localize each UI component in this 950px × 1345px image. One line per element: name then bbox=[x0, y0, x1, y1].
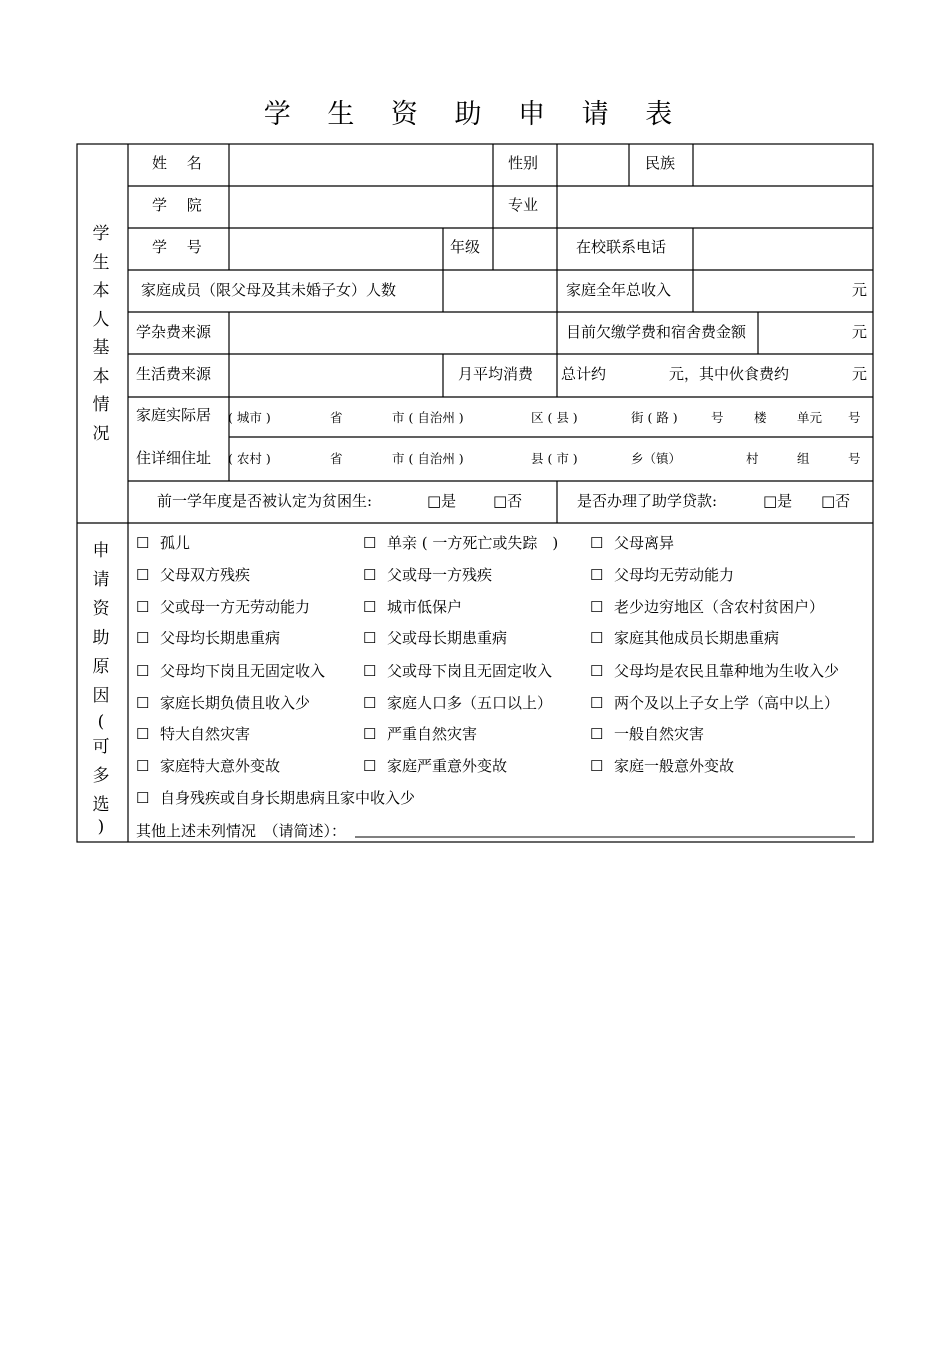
reason-item[interactable] bbox=[590, 568, 734, 583]
city-province: 省 bbox=[330, 410, 343, 425]
reason-label: 家庭其他成员长期患重病 bbox=[614, 629, 780, 647]
reason-item[interactable] bbox=[136, 600, 310, 615]
family-members-label: 家庭成员（限父母及其未婚子女）人数 bbox=[141, 281, 397, 299]
checkbox-icon[interactable]: ☐ bbox=[136, 598, 150, 616]
reason-label: 父或母一方残疾 bbox=[387, 566, 493, 584]
reason-label: 家庭特大意外变故 bbox=[160, 757, 281, 775]
reason-item[interactable] bbox=[136, 568, 250, 583]
reason-item[interactable] bbox=[363, 759, 507, 774]
major-label: 专业 bbox=[508, 196, 539, 214]
rural-prefecture: 市 ( 自治州 ) bbox=[392, 451, 464, 466]
checkbox-icon[interactable]: ☐ bbox=[136, 566, 150, 584]
reason-label: 父或母长期患重病 bbox=[387, 629, 508, 647]
section-reasons-label: 申 请 资 助 原 因 ( 可 多 选 ) bbox=[92, 541, 110, 837]
reason-item[interactable] bbox=[363, 664, 552, 679]
checkbox-icon[interactable]: ☐ bbox=[363, 725, 377, 743]
loan-no-checkbox[interactable]: □否 bbox=[821, 492, 851, 510]
rural-group: 组 bbox=[797, 451, 810, 466]
reason-item[interactable] bbox=[363, 696, 552, 711]
reason-label: 城市低保户 bbox=[387, 598, 463, 616]
reason-item[interactable] bbox=[590, 759, 734, 774]
rural-county: 县 ( 市 ) bbox=[531, 451, 578, 466]
reason-label: 父母双方残疾 bbox=[160, 566, 251, 584]
reason-item[interactable] bbox=[363, 536, 558, 551]
checkbox-icon[interactable]: ☐ bbox=[590, 534, 604, 552]
reason-label: 严重自然灾害 bbox=[387, 725, 478, 743]
reason-item[interactable] bbox=[136, 791, 415, 806]
loan-question: 是否办理了助学贷款: bbox=[577, 492, 718, 510]
reason-label: 父或母一方无劳动能力 bbox=[160, 598, 311, 616]
rural-tag: ( 农村 ) bbox=[228, 451, 271, 466]
checkbox-icon[interactable]: ☐ bbox=[136, 789, 150, 807]
reason-item[interactable] bbox=[363, 568, 492, 583]
city-prefecture: 市 ( 自治州 ) bbox=[392, 410, 464, 425]
reason-item[interactable] bbox=[590, 696, 839, 711]
checkbox-icon[interactable]: ☐ bbox=[590, 725, 604, 743]
checkbox-icon[interactable]: ☐ bbox=[136, 757, 150, 775]
poverty-no-checkbox[interactable]: □否 bbox=[493, 492, 523, 510]
checkbox-icon[interactable]: ☐ bbox=[363, 757, 377, 775]
reason-label: 单亲 ( 一方死亡或失踪 ) bbox=[387, 534, 559, 552]
city-tag: ( 城市 ) bbox=[228, 410, 271, 425]
city-building: 楼 bbox=[754, 410, 767, 425]
college-label: 学 院 bbox=[152, 196, 202, 214]
reason-label: 特大自然灾害 bbox=[160, 725, 251, 743]
living-source-label: 生活费来源 bbox=[136, 365, 212, 383]
reason-label: 父母均下岗且无固定收入 bbox=[160, 662, 326, 680]
income-unit: 元 bbox=[852, 281, 868, 299]
total-unit: 元 bbox=[852, 365, 868, 383]
checkbox-icon[interactable]: ☐ bbox=[363, 662, 377, 680]
city-number: 号 bbox=[711, 410, 724, 425]
section-basic-label: 学 生 本 人 基 本 情 况 bbox=[92, 224, 110, 444]
city-district: 区 ( 县 ) bbox=[531, 410, 578, 425]
reason-label: 父母均无劳动能力 bbox=[614, 566, 735, 584]
checkbox-icon[interactable]: ☐ bbox=[363, 566, 377, 584]
total-label: 总计约 bbox=[561, 365, 607, 383]
reason-label: 家庭一般意外变故 bbox=[614, 757, 735, 775]
reason-label: 父或母下岗且无固定收入 bbox=[387, 662, 553, 680]
reason-label: 两个及以上子女上学（高中以上） bbox=[614, 694, 840, 712]
checkbox-icon[interactable]: ☐ bbox=[363, 598, 377, 616]
rural-number: 号 bbox=[848, 451, 861, 466]
reason-item[interactable] bbox=[590, 727, 704, 742]
reason-item[interactable] bbox=[136, 631, 280, 646]
other-reasons-label: 其他上述未列情况 （请简述）： bbox=[136, 822, 347, 840]
reason-item[interactable] bbox=[136, 759, 280, 774]
rural-village: 村 bbox=[746, 451, 759, 466]
checkbox-icon[interactable]: ☐ bbox=[136, 662, 150, 680]
reason-item[interactable] bbox=[136, 696, 310, 711]
reason-item[interactable] bbox=[363, 631, 507, 646]
loan-yes-checkbox[interactable]: □是 bbox=[763, 492, 793, 510]
arrears-label: 目前欠缴学费和宿舍费金额 bbox=[566, 323, 747, 341]
gender-label: 性别 bbox=[508, 154, 539, 172]
student-id-label: 学 号 bbox=[152, 238, 202, 256]
poverty-question: 前一学年度是否被认定为贫困生: bbox=[157, 492, 373, 510]
reason-item[interactable] bbox=[590, 600, 824, 615]
poverty-yes-checkbox[interactable]: □是 bbox=[427, 492, 457, 510]
reason-item[interactable] bbox=[136, 727, 250, 742]
checkbox-icon[interactable]: ☐ bbox=[590, 662, 604, 680]
checkbox-icon[interactable]: ☐ bbox=[136, 725, 150, 743]
phone-label: 在校联系电话 bbox=[576, 238, 667, 256]
reason-item[interactable] bbox=[363, 600, 462, 615]
reason-item[interactable] bbox=[136, 664, 325, 679]
reason-label: 父母离异 bbox=[614, 534, 675, 552]
address-label-1: 家庭实际居 bbox=[136, 406, 212, 424]
reason-label: 家庭严重意外变故 bbox=[387, 757, 508, 775]
ethnicity-label: 民族 bbox=[645, 154, 676, 172]
name-label: 姓 名 bbox=[152, 154, 202, 172]
checkbox-icon[interactable]: ☐ bbox=[136, 629, 150, 647]
reason-label: 家庭长期负债且收入少 bbox=[160, 694, 311, 712]
address-label-2: 住详细住址 bbox=[136, 449, 212, 467]
reason-label: 一般自然灾害 bbox=[614, 725, 705, 743]
reason-item[interactable] bbox=[590, 664, 839, 679]
other-reasons-input[interactable] bbox=[355, 818, 855, 836]
reason-label: 父母均是农民且靠种地为生收入少 bbox=[614, 662, 840, 680]
checkbox-icon[interactable]: ☐ bbox=[136, 694, 150, 712]
reason-label: 自身残疾或自身长期患病且家中收入少 bbox=[160, 789, 416, 807]
checkbox-icon[interactable]: ☐ bbox=[590, 566, 604, 584]
rural-province: 省 bbox=[330, 451, 343, 466]
reason-label: 老少边穷地区（含农村贫困户） bbox=[614, 598, 825, 616]
city-room: 号 bbox=[848, 410, 861, 425]
reason-label: 家庭人口多（五口以上） bbox=[387, 694, 553, 712]
checkbox-icon[interactable]: ☐ bbox=[363, 534, 377, 552]
reason-label: 父母均长期患重病 bbox=[160, 629, 281, 647]
checkbox-icon[interactable]: ☐ bbox=[590, 598, 604, 616]
reason-item[interactable] bbox=[363, 727, 477, 742]
checkbox-icon[interactable]: ☐ bbox=[363, 694, 377, 712]
tuition-source-label: 学杂费来源 bbox=[136, 323, 212, 341]
city-unit: 单元 bbox=[797, 410, 823, 425]
reason-item[interactable] bbox=[590, 631, 779, 646]
arrears-unit: 元 bbox=[852, 323, 868, 341]
reason-label: 孤儿 bbox=[160, 534, 191, 552]
total-mid-label: 元，其中伙食费约 bbox=[669, 365, 790, 383]
monthly-consumption-label: 月平均消费 bbox=[458, 365, 534, 383]
family-income-label: 家庭全年总收入 bbox=[566, 281, 672, 299]
checkbox-icon[interactable]: ☐ bbox=[590, 757, 604, 775]
reason-item[interactable] bbox=[590, 536, 674, 551]
checkbox-icon[interactable]: ☐ bbox=[590, 629, 604, 647]
grade-label: 年级 bbox=[450, 238, 481, 256]
checkbox-icon[interactable]: ☐ bbox=[590, 694, 604, 712]
checkbox-icon[interactable]: ☐ bbox=[136, 534, 150, 552]
checkbox-icon[interactable]: ☐ bbox=[363, 629, 377, 647]
rural-town: 乡（镇） bbox=[631, 451, 682, 466]
form-title: 学 生 资 助 申 请 表 bbox=[263, 99, 687, 130]
city-street: 街 ( 路 ) bbox=[631, 410, 678, 425]
reason-item[interactable] bbox=[136, 536, 190, 551]
